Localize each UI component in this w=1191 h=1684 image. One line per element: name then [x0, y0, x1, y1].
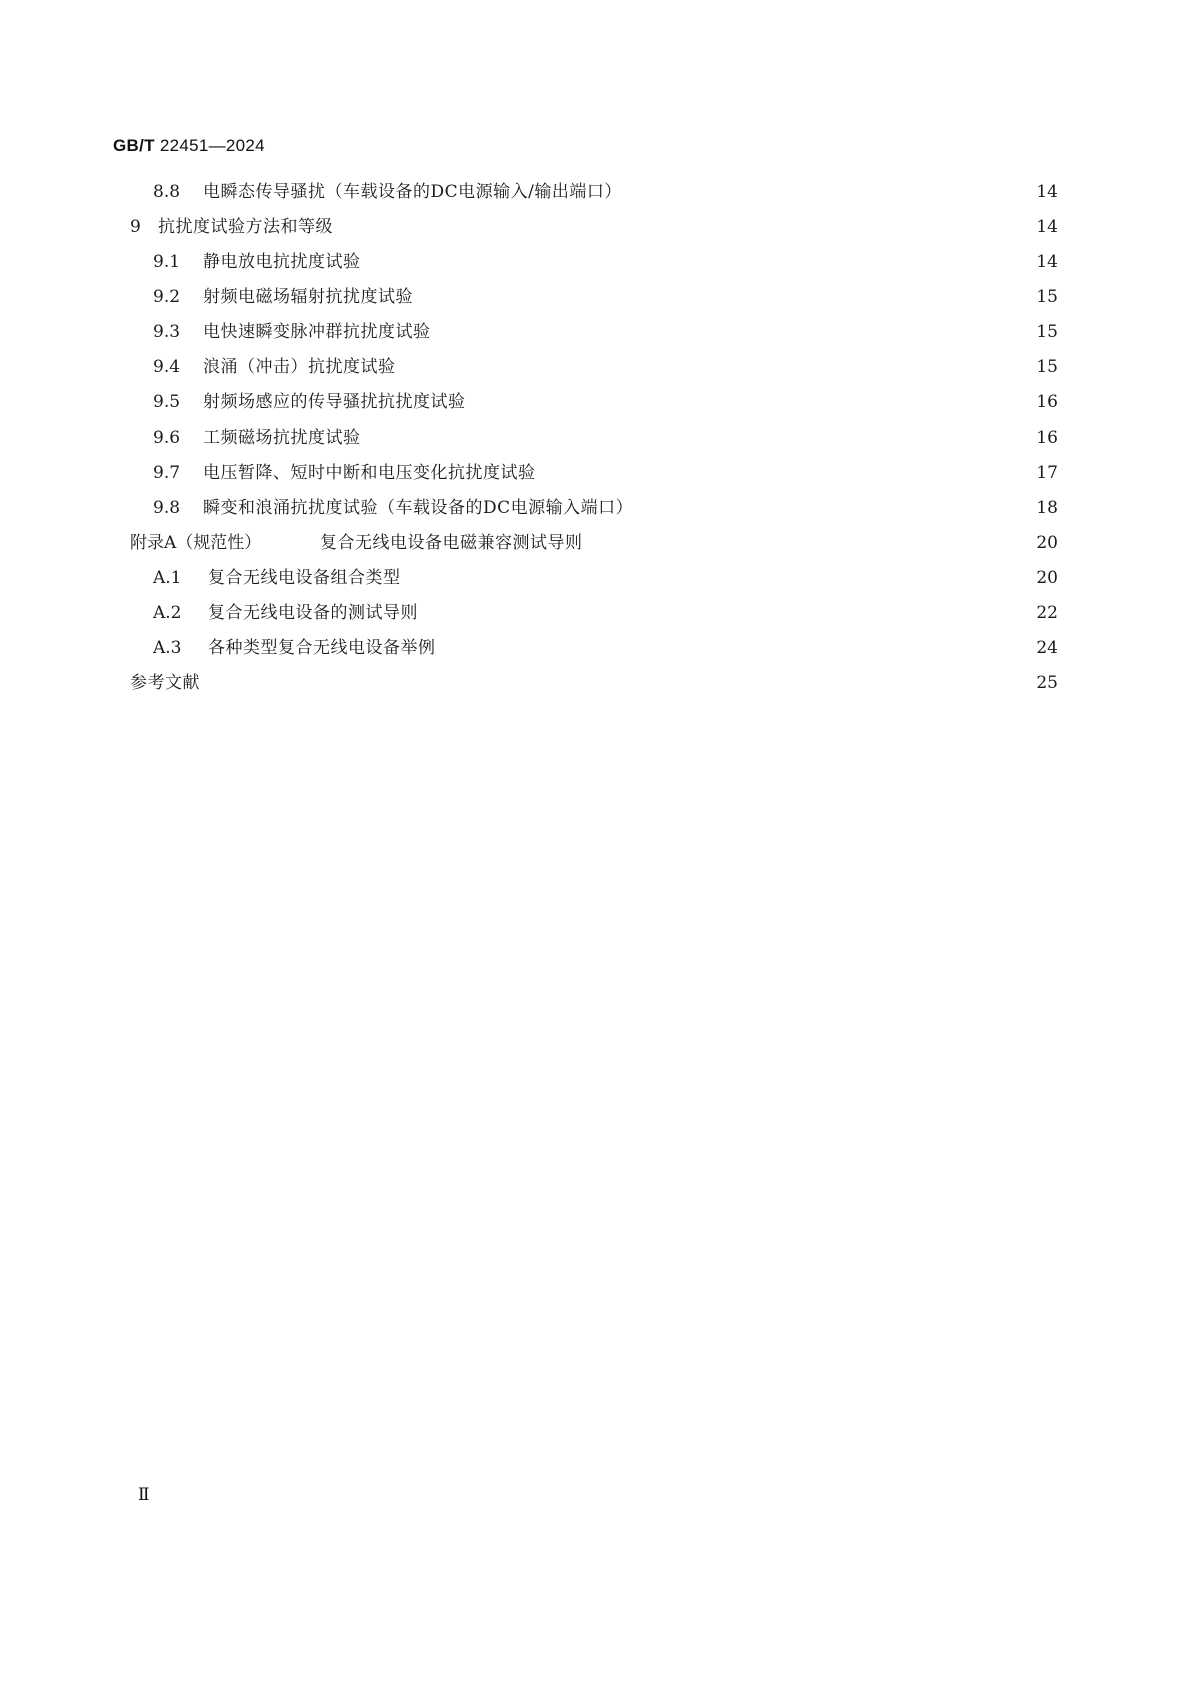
- toc-entry-number: 9.5: [153, 392, 181, 412]
- toc-entry-title: 射频电磁场辐射抗扰度试验: [203, 287, 413, 307]
- dot-leader: [347, 215, 1028, 239]
- toc-entry-page: 14: [1036, 252, 1058, 272]
- toc-entry-page: 20: [1036, 568, 1058, 588]
- toc-entry-number: 9.7: [153, 463, 181, 483]
- dot-leader: [410, 355, 1029, 379]
- document-header: [113, 136, 265, 156]
- toc-entry-page: 20: [1036, 533, 1058, 553]
- dot-leader: [445, 320, 1029, 344]
- toc-entry-title: 电压暂降、短时中断和电压变化抗扰度试验: [203, 463, 536, 483]
- toc-entry-8-8[interactable]: [0, 180, 1191, 204]
- standard-number: 22451—2024: [159, 136, 265, 155]
- toc-entry-9-7[interactable]: [0, 461, 1191, 485]
- toc-entry-title: 参考文献: [130, 673, 200, 693]
- toc-entry-number: 9.3: [153, 322, 181, 342]
- toc-entry-number: 9.6: [153, 428, 181, 448]
- toc-entry-page: 15: [1036, 357, 1058, 377]
- toc-entry-page: 14: [1036, 182, 1058, 202]
- toc-entry-title: 复合无线电设备电磁兼容测试导则: [320, 533, 583, 553]
- toc-entry-number: A.2: [153, 603, 182, 623]
- toc-entry-number: 9.2: [153, 287, 181, 307]
- toc-entry-title: 复合无线电设备组合类型: [208, 568, 401, 588]
- toc-entry-number: 9.8: [153, 498, 181, 518]
- toc-entry-page: 15: [1036, 287, 1058, 307]
- toc-entry-a-3[interactable]: [0, 636, 1191, 660]
- toc-entry-a-1[interactable]: [0, 566, 1191, 590]
- dot-leader: [427, 285, 1028, 309]
- toc-entry-title: 静电放电抗扰度试验: [203, 252, 361, 272]
- toc-entry-title: 瞬变和浪涌抗扰度试验（车载设备的DC电源输入端口）: [203, 498, 634, 518]
- toc-entry-title: 电快速瞬变脉冲群抗扰度试验: [203, 322, 431, 342]
- toc-entry-number: A.3: [153, 638, 182, 658]
- dot-leader: [415, 566, 1029, 590]
- toc-entry-number: 9.1: [153, 252, 181, 272]
- page-number: Ⅱ: [138, 1485, 150, 1505]
- dot-leader: [375, 426, 1029, 450]
- toc-entry-page: 24: [1036, 638, 1058, 658]
- toc-entry-title: 浪涌（冲击）抗扰度试验: [203, 357, 396, 377]
- toc-entry-title: 射频场感应的传导骚扰抗扰度试验: [203, 392, 466, 412]
- toc-entry-title: 各种类型复合无线电设备举例: [208, 638, 436, 658]
- toc-entry-a-2[interactable]: [0, 601, 1191, 625]
- toc-entry-title: 工频磁场抗扰度试验: [203, 428, 361, 448]
- toc-entry-9-4[interactable]: [0, 355, 1191, 379]
- toc-entry-9-5[interactable]: [0, 390, 1191, 414]
- standard-prefix: GB/T: [113, 136, 155, 155]
- toc-entry-page: 15: [1036, 322, 1058, 342]
- dot-leader: [480, 390, 1029, 414]
- toc-entry-9-2[interactable]: [0, 285, 1191, 309]
- toc-entry-number: A.1: [153, 568, 182, 588]
- toc-entry-page: 18: [1036, 498, 1058, 518]
- toc-entry-page: 17: [1036, 463, 1058, 483]
- toc-entry-references[interactable]: [0, 671, 1191, 695]
- dot-leader: [597, 531, 1029, 555]
- toc-entry-title: 电瞬态传导骚扰（车载设备的DC电源输入/输出端口）: [203, 182, 622, 202]
- toc-entry-9-8[interactable]: [0, 496, 1191, 520]
- dot-leader: [432, 601, 1028, 625]
- toc-entry-9-3[interactable]: [0, 320, 1191, 344]
- toc-entry-9[interactable]: [0, 215, 1191, 239]
- toc-entry-number: 9.4: [153, 357, 181, 377]
- toc-entry-title: 复合无线电设备的测试导则: [208, 603, 418, 623]
- toc-entry-page: 14: [1036, 217, 1058, 237]
- dot-leader: [550, 461, 1029, 485]
- toc-entry-title: 抗扰度试验方法和等级: [158, 217, 333, 237]
- dot-leader: [375, 250, 1029, 274]
- dot-leader: [450, 636, 1029, 660]
- toc-entry-page: 25: [1036, 673, 1058, 693]
- toc-entry-9-6[interactable]: [0, 426, 1191, 450]
- dot-leader: [636, 180, 1028, 204]
- toc-entry-9-1[interactable]: [0, 250, 1191, 274]
- dot-leader: [647, 496, 1028, 520]
- toc-entry-page: 16: [1036, 392, 1058, 412]
- dot-leader: [214, 671, 1028, 695]
- toc-entry-page: 22: [1036, 603, 1058, 623]
- toc-entry-appendix-a[interactable]: [0, 531, 1191, 555]
- toc-entry-number: 9: [130, 217, 141, 237]
- toc-entry-page: 16: [1036, 428, 1058, 448]
- toc-entry-number: 8.8: [153, 182, 181, 202]
- toc-entry-number: 附录A（规范性）: [130, 533, 262, 553]
